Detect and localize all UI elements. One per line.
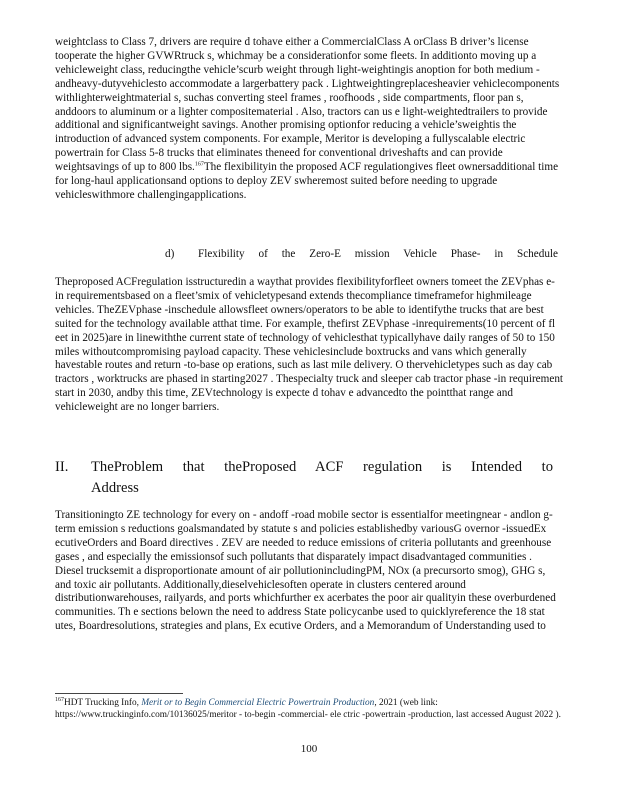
footnote-source: HDT Trucking Info,	[64, 698, 139, 708]
section-title-line2: Address	[91, 480, 139, 496]
footnote-rest: , 2021 (web link: https://www.truckinginfo.com/10136025/meritor - to-begin -commercial- ele ctric -powertrain -production, last accessed August 2022 ).	[55, 698, 561, 721]
footnote	[55, 697, 563, 722]
paragraph-vehicle-weight	[55, 36, 563, 203]
page-number: 100	[300, 743, 318, 755]
footnote-divider	[55, 693, 183, 694]
subheading-text: Flexibility of the Zero-E mission Vehicle Phase- in Schedule	[198, 248, 558, 260]
subheading-letter: d)	[165, 248, 175, 260]
paragraph-vehicle-weight-tail: The flexibilityin the proposed ACF regulationgives fleet ownersadditional time for long-haul applicationsand options to deploy ZEV swheremost suited before needing to upgrade vehicleswithmore challengingapplications.	[55, 161, 559, 201]
footnote-title-link[interactable]: Merit or to Begin Commercial Electric Powertrain Production	[141, 698, 375, 708]
paragraph-phase-in-schedule: Theproposed ACFregulation isstructuredin a waythat provides flexibilityforfleet owners tomeet the ZEVphas e-in requirementsbased on a fleet’smix of vehicletypesand extends thecompliance timeframefor highmileage vehicles. TheZEVphase -inschedule allowsfleet owners/operators to be able to identifythe trucks that are best suited for the technology available atthat time. For example, thefirst ZEVphase -inrequirements(10 percent of fl eet in 2025)are in linewiththe current state of technology of vehiclesthat typicallyhave daily ranges of 50 to 150 miles withoutcompromising payload capacity. These vehiclesinclude boxtrucks and vans which generally havestable routes and return -to-base op erations, such as last mile delivery. O thervehicletypes such as day cab tractors , worktrucks are phased in starting2027 . Thespecialty truck and sleeper cab tractor phase -in requirement start in 2030, andby this time, ZEVtechnology is expecte d tohav e advancedto the pointthat range and vehicleweight are no longer barriers.	[55, 276, 564, 414]
footnote-reference[interactable]: 167	[194, 161, 204, 168]
footnote-marker: 167	[55, 696, 64, 703]
section-title-line1: TheProblem that theProposed ACF regulation is Intended to	[91, 459, 553, 475]
paragraph-problem: Transitioningto ZE technology for every on - andoff -road mobile sector is essentialfor meetingnear - andlon g-term emission s reductions goalsmandated by statute s and policies establishedby variousG overnor -issuedEx ecutiveOrders and Board directives . ZEV are needed to reduce emissions of criteria pollutants and greenhouse gases , and especially the emissionsof such pollutants that disparately impact disadvantaged communities . Diesel trucksemit a disproportionate amount of air pollutionincludingPM, NOx (a precursorto smog), GHG s, and toxic air pollutants. Additionally,dieselvehiclesoften operate in clusters centered around distributionwarehouses, railyards, and ports whichfurther ex acerbates the poor air qualityin these overburdened communities. Th e sections belown the need to address State policycanbe used to quicklyreference the 18 stat utes, Boardresolutions, strategies and plans, Ex ecutive Orders, and a Memorandum of Understanding used to	[55, 509, 556, 633]
section-number: II.	[55, 459, 69, 475]
paragraph-vehicle-weight-text: weightclass to Class 7, drivers are require d tohave either a CommercialClass A orClass B driver’s license tooperate the higher GVWRtruck s, whichmay be a considerationfor some fleets. In additionto moving up a vehicleweight class, reducingthe vehicle’scurb weight through light-weightingis anoption for both medium - andheavy-dutyvehiclesto accommodate a largerbattery pack . Lightweightingreplacesheavier vehiclecomponents withlighterweightmaterial s, suchas converting steel frames , roofhoods , side compartments, floor pan s, anddoors to aluminum or a lighter compositematerial . Also, tractors can us e light-weightedtrailers to provide additional and significantweight savings. Another promising optionfor reducing a vehicle’sweightis the introduction of advanced system components. For example, Meritor is developing a fullyscalable electric powertrain for Class 5-8 trucks that eliminates theneed for conventional driveshafts and can provide weightsavings of up to 800 lbs.	[55, 36, 560, 174]
